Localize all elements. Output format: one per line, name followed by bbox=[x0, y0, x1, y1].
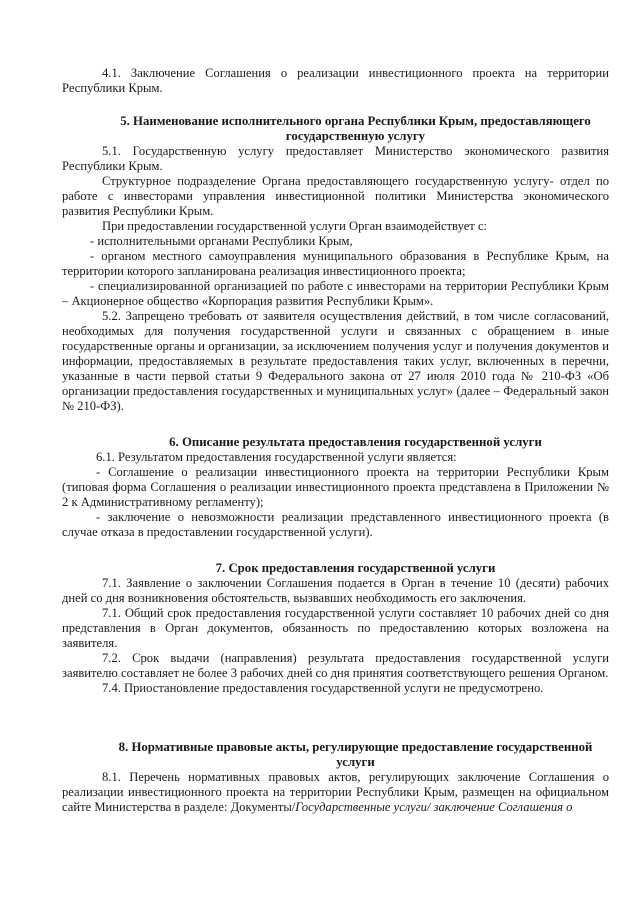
list-item-6-1: - Соглашение о реализации инвестиционного проекта на территории Республики Крым (типовая форма Соглашения о реализации инвестиционного проекта представлена в Приложении № 2 к Административному регламенту); bbox=[62, 465, 609, 509]
section-8-title: 8. Нормативные правовые акты, регулирующие предоставление государственной услуги bbox=[118, 740, 593, 769]
list-item-5-1: - исполнительными органами Республики Крым, bbox=[90, 234, 353, 248]
paragraph-5-structure: Структурное подразделение Органа предоставляющего государственную услугу- отдел по работе с инвесторами управления инвестиционной политики Министерства экономического развития Республики Крым. bbox=[62, 174, 609, 218]
paragraph-5-2: 5.2. Запрещено требовать от заявителя осуществления действий, в том числе согласований, необходимых для получения государственной услуги и связанных с обращением в иные государственные органы и организации, за исключением получения услуг и получения документов и информации, предоставляемых в результате предоставления таких услуг, включенных в перечни, указанные в части первой статьи 9 Федерального закона от 27 июля 2010 года № 210-ФЗ «Об организации предоставления государственных и муниципальных услуг» (далее – Федеральный закон № 210-ФЗ). bbox=[62, 309, 609, 413]
paragraph-7-1b: 7.1. Общий срок предоставления государственной услуги составляет 10 рабочих дней со дня представления в Орган документов, обязанность по предоставлению которых возложена на заявителя. bbox=[62, 606, 609, 650]
paragraph-8-1 bbox=[62, 770, 609, 815]
list-item-6-2: - заключение о невозможности реализации представленного инвестиционного проекта (в случае отказа в предоставлении государственной услуги). bbox=[62, 510, 609, 539]
section-6-title: 6. Описание результата предоставления государственной услуги bbox=[169, 435, 542, 449]
section-5-title: 5. Наименование исполнительного органа Республики Крым, предоставляющего государственную услугу bbox=[120, 114, 591, 143]
paragraph-7-2: 7.2. Срок выдачи (направления) результата предоставления государственной услуги заявителю составляет не более 3 рабочих дней со дня принятия соответствующего решения Органом. bbox=[62, 651, 609, 680]
paragraph-6-1: 6.1. Результатом предоставления государственной услуги является: bbox=[96, 450, 457, 464]
list-item-5-3: - специализированной организацией по работе с инвесторами на территории Республики Крым – Акционерное общество «Корпорация развития Республики Крым». bbox=[62, 279, 609, 308]
paragraph-7-1a: 7.1. Заявление о заключении Соглашения подается в Орган в течение 10 (десяти) рабочих дней со дня возникновения обстоятельств, вызвавших необходимость его заключения. bbox=[62, 576, 609, 605]
paragraph-8-1-italic: Государственные услуги/ заключение Соглашения о bbox=[295, 800, 573, 814]
paragraph-5-1: 5.1. Государственную услугу предоставляет Министерство экономического развития Республики Крым. bbox=[62, 144, 609, 173]
paragraph-7-4: 7.4. Приостановление предоставления государственной услуги не предусмотрено. bbox=[102, 681, 544, 695]
paragraph-4-1: 4.1. Заключение Соглашения о реализации инвестиционного проекта на территории Республики Крым. bbox=[62, 66, 609, 95]
section-7-title: 7. Срок предоставления государственной услуги bbox=[215, 561, 496, 575]
paragraph-8-1-text: 8.1. Перечень нормативных правовых актов, регулирующих заключение Соглашения о реализации инвестиционного проекта на территории Республики Крым, размещен на официальном сайте Министерства в разделе: Документы/ bbox=[62, 770, 609, 814]
paragraph-5-interaction: При предоставлении государственной услуги Орган взаимодействует с: bbox=[102, 219, 488, 233]
list-item-5-2: - органом местного самоуправления муниципального образования в Республике Крым, на территории которого запланирована реализация инвестиционного проекта; bbox=[62, 249, 609, 278]
